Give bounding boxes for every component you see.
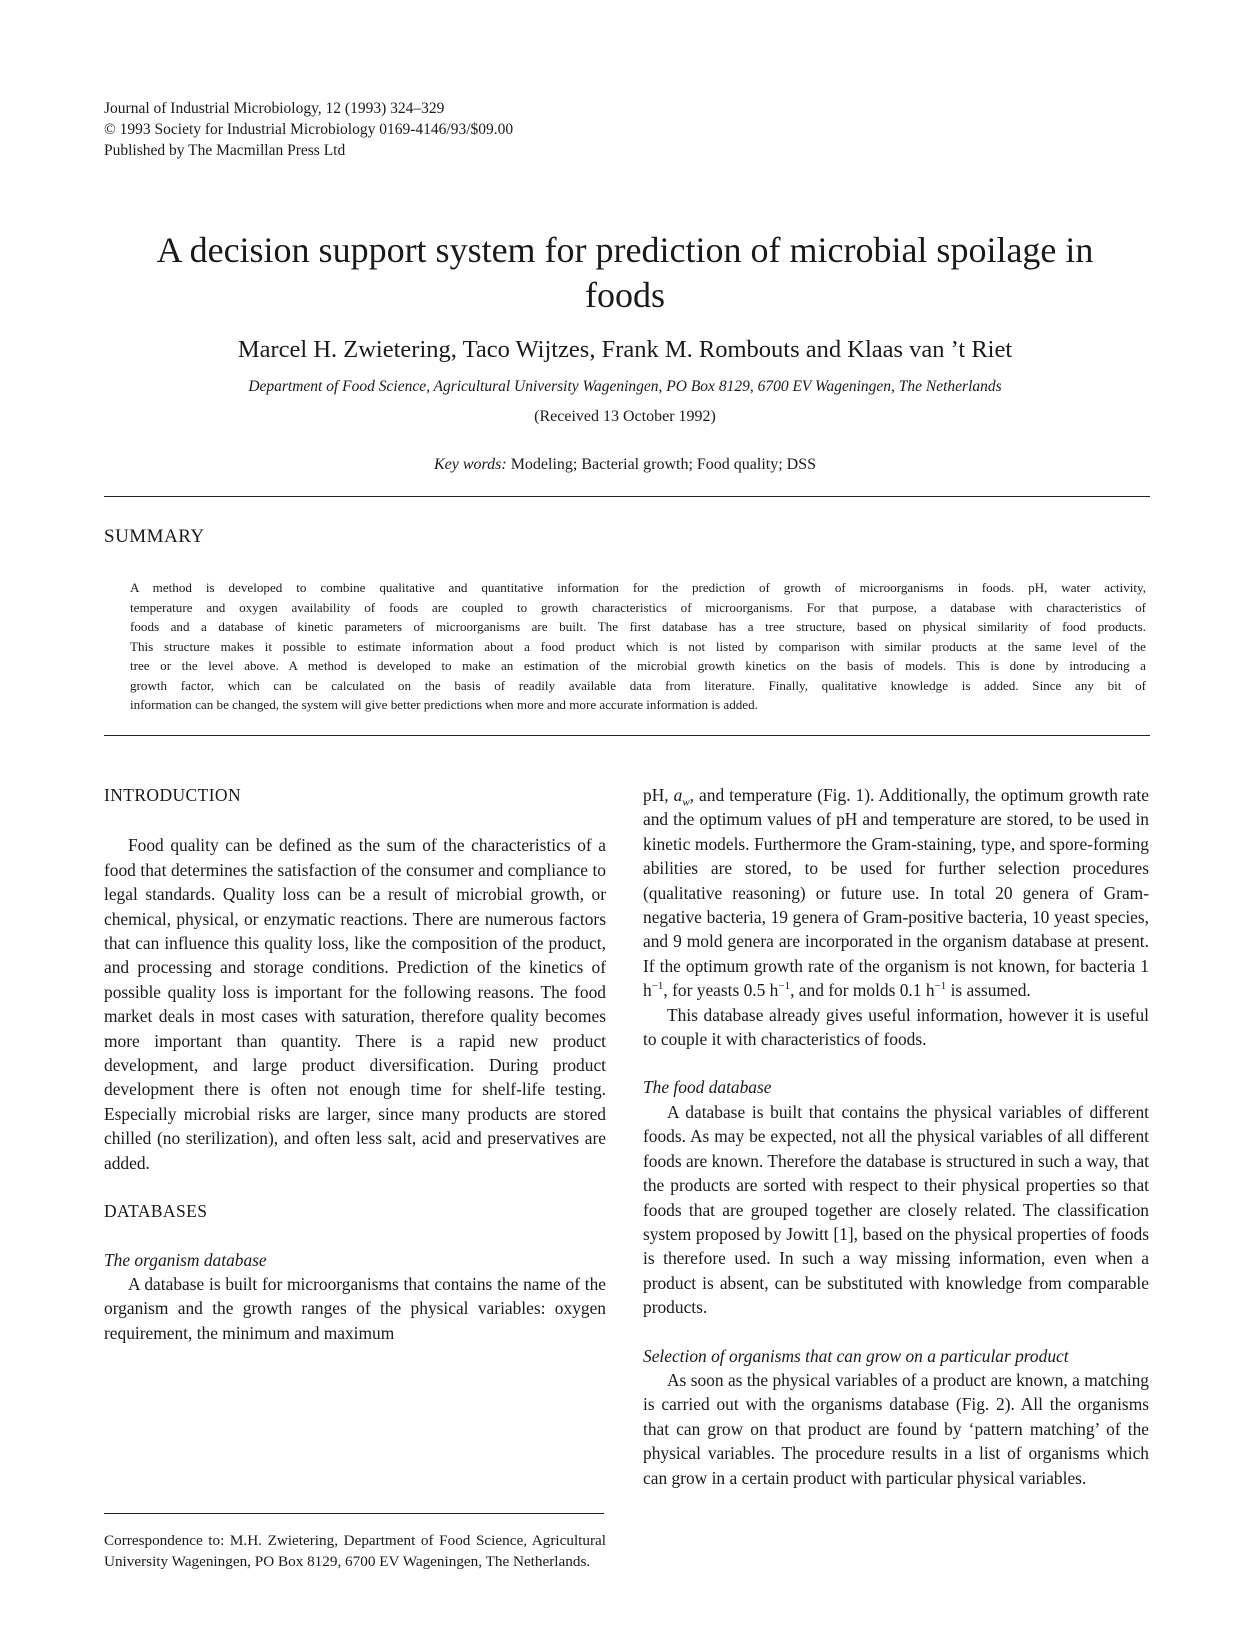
rule-bottom <box>104 735 1150 736</box>
affiliation: Department of Food Science, Agricultural University Wageningen, PO Box 8129, 6700 EV Wageningen, The Netherlands <box>248 378 1002 395</box>
keywords-values: Modeling; Bacterial growth; Food quality; DSS <box>510 456 817 473</box>
food-db-heading: The food database <box>643 1077 772 1098</box>
summary-heading: SUMMARY <box>104 526 205 547</box>
journal-citation: Journal of Industrial Microbiology, 12 (1993) 324–329 <box>104 100 445 117</box>
keywords-label: Key words: <box>433 456 507 473</box>
title-line-1: A decision support system for prediction of microbial spoilage in <box>156 230 1094 270</box>
organism-db-paragraph-cont <box>643 783 1149 1003</box>
author-list: Marcel H. Zwietering, Taco Wijtzes, Frank M. Rombouts and Klaas van ’t Riet <box>237 336 1013 363</box>
summary-line: foods and a database of kinetic parameters of microorganisms are built. The first database has a tree structure, based on physical similarity of food products. <box>130 619 1146 634</box>
spacer <box>104 807 606 833</box>
introduction-heading: INTRODUCTION <box>104 785 242 805</box>
summary-line: growth factor, which can be calculated on the basis of readily available data from literature. Finally, qualitative knowledge is added. Since any bit of <box>130 677 1146 693</box>
text-run: a <box>673 785 683 805</box>
summary-line: A method is developed to combine qualitative and quantitative information for the prediction of growth of microorganisms in foods. pH, water activity, <box>130 580 1146 595</box>
publisher-line: Published by The Macmillan Press Ltd <box>104 142 346 159</box>
databases-heading: DATABASES <box>104 1201 208 1222</box>
superscript: −1 <box>778 980 791 993</box>
summary-line: This structure makes it possible to estimate information about a food product which is not listed by comparison with similar products at the same level of the <box>130 638 1146 654</box>
received-date: (Received 13 October 1992) <box>534 408 716 425</box>
superscript: −1 <box>651 980 664 993</box>
spacer <box>643 1051 1149 1075</box>
text-run: pH, <box>643 785 669 805</box>
rule-top <box>104 496 1150 497</box>
summary-line: information can be changed, the system will give better predictions when more and more accurate information is added. <box>130 697 758 712</box>
spacer <box>104 1224 606 1248</box>
introduction-paragraph: Food quality can be defined as the sum of the characteristics of a food that determines the satisfaction of the consumer and compliance to legal standards. Quality loss can be a result of microbial growth, or chemical, physical, or enzymatic reactions. There are numerous factors that can influence this quality loss, like the composition of the product, and processing and storage conditions. Prediction of the kinetics of possible quality loss is important for the following reasons. The food market deals in most cases with saturation, therefore quality becomes more important than quantity. There is a rapid new product development, and large product diversification. During product development there is often not enough time for shelf-life testing. Especially microbial risks are larger, since many products are stored chilled (no sterilization), and often less salt, acid and preservatives are added. <box>104 835 606 1173</box>
title-line-2: foods <box>585 275 665 315</box>
text-run: , for yeasts 0.5 h <box>663 980 779 1001</box>
summary-line: tree or the level above. A method is developed to make an estimation of the microbial growth kinetics on the basis of models. This is done by introducing a <box>130 658 1146 673</box>
food-db-paragraph: A database is built that contains the physical variables of different foods. As may be expected, not all the physical variables of all different foods are known. Therefore the database is structured in such a way, that the products are sorted with respect to their physical properties so that foods that are grouped together are closely related. The classification system proposed by Jowitt [1], based on the physical properties of foods is therefore used. In such a way missing information, even when a product is absent, can be substituted with knowledge from comparable products. <box>643 1101 1149 1318</box>
correspondence-footnote: Correspondence to: M.H. Zwietering, Department of Food Science, Agricultural University Wageningen, PO Box 8129, 6700 EV Wageningen, The Netherlands. <box>104 1532 606 1570</box>
text-run: , and for molds 0.1 h <box>790 980 935 1001</box>
keywords <box>100 456 1150 474</box>
organism-db-heading: The organism database <box>104 1249 267 1270</box>
paper-title <box>100 228 1150 318</box>
selection-paragraph: As soon as the physical variables of a product are known, a matching is carried out with the organisms database (Fig. 2). All the organisms that can grow on that product are found by ‘pattern matching’ of the physical variables. The procedure results in a list of organisms which can grow in a certain product with particular physical variables. <box>643 1369 1149 1488</box>
spacer <box>104 1175 606 1199</box>
selection-heading: Selection of organisms that can grow on a particular product <box>643 1345 1069 1366</box>
organism-db-paragraph: A database is built for microorganisms that contains the name of the organism and the growth ranges of the physical variables: oxygen requirement, the minimum and maximum <box>104 1273 606 1343</box>
footnote-rule <box>104 1513 604 1514</box>
superscript: −1 <box>934 980 947 993</box>
copyright-line: © 1993 Society for Industrial Microbiology 0169-4146/93/$09.00 <box>104 121 514 138</box>
text-run: is assumed. <box>946 980 1031 1001</box>
subscript: w <box>682 796 690 809</box>
text-run: , and temperature (Fig. 1). Additionally, the optimum growth rate and the optimum values of pH and temperature are stored, to be used in kinetic models. Furthermore the Gram-staining, type, and spore-forming abilities are stored, to be used for further selection procedures (qualitative reasoning) or future use. In total 20 genera of Gram-negative bacteria, 19 genera of Gram-positive bacteria, 10 yeast species, and 9 mold genera are incorporated in the organism database at present. If the optimum growth rate of the organism is not known, for bacteria 1 h <box>643 785 1149 1001</box>
column-left <box>104 783 606 1345</box>
summary-line: temperature and oxygen availability of foods are coupled to growth characteristics of microorganisms. For that purpose, a database with characteristics of <box>130 599 1146 615</box>
column-right <box>643 783 1149 1490</box>
organism-db-paragraph-2: This database already gives useful information, however it is useful to couple it with characteristics of foods. <box>643 1004 1149 1050</box>
water-activity-symbol <box>673 785 690 809</box>
spacer <box>643 1320 1149 1344</box>
journal-header <box>104 98 513 161</box>
summary-body <box>130 578 1146 715</box>
